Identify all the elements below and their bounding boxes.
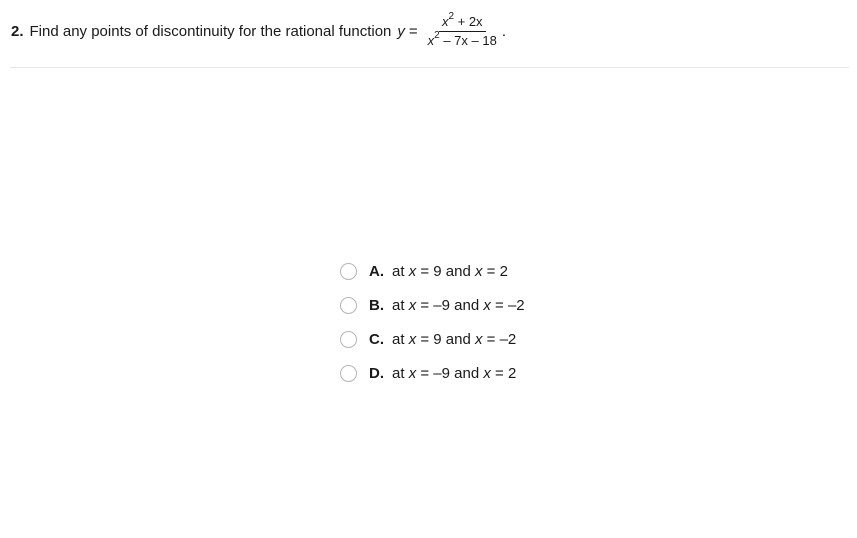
rational-expression: [425, 11, 500, 49]
denominator-exponent: 2: [434, 30, 440, 42]
numerator-rest: + 2x: [454, 13, 483, 29]
choice-letter: A.: [369, 262, 384, 280]
function-variable: y: [397, 22, 405, 40]
fraction-numerator: [439, 11, 486, 32]
choice-letter: D.: [369, 364, 384, 382]
denominator-rest: – 7x – 18: [439, 32, 497, 48]
question-text: Find any points of discontinuity for the rational function: [29, 22, 392, 40]
divider: [10, 67, 849, 68]
choice-d[interactable]: [340, 356, 525, 390]
radio-button[interactable]: [340, 331, 357, 348]
choice-letter: C.: [369, 330, 384, 348]
numerator-variable: x: [441, 13, 449, 29]
choice-text: at x = –9 and x = 2: [392, 364, 517, 382]
radio-button[interactable]: [340, 365, 357, 382]
answer-choices: [340, 254, 525, 390]
question-number: 2.: [11, 22, 24, 40]
choice-text: at x = –9 and x = –2: [392, 296, 525, 314]
choice-c[interactable]: [340, 322, 525, 356]
numerator-exponent: 2: [448, 11, 454, 23]
radio-button[interactable]: [340, 263, 357, 280]
choice-letter: B.: [369, 296, 384, 314]
equals-sign: =: [408, 22, 418, 40]
choice-a[interactable]: [340, 254, 525, 288]
choice-b[interactable]: [340, 288, 525, 322]
terminator: .: [501, 22, 506, 40]
choice-text: at x = 9 and x = –2: [392, 330, 517, 348]
radio-button[interactable]: [340, 297, 357, 314]
fraction-denominator: [425, 32, 500, 49]
denominator-variable: x: [427, 32, 435, 48]
choice-text: at x = 9 and x = 2: [392, 262, 508, 280]
question-prompt: [11, 11, 506, 51]
